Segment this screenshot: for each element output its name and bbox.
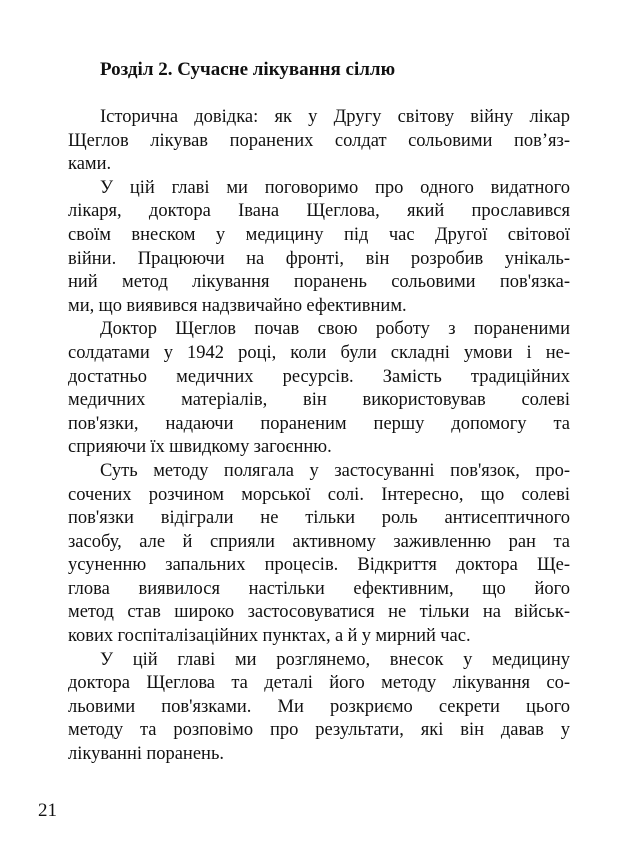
text-line: Доктор Щеглов почав свою роботу з пораненими <box>100 319 570 340</box>
text-line: усуненню запальних процесів. Відкриття доктора Ще- <box>68 555 570 576</box>
paragraph <box>68 177 570 319</box>
text-line: доктора Щеглова та деталі його методу лікування со- <box>68 673 570 694</box>
text-line: ками. <box>68 154 112 175</box>
paragraph <box>68 106 570 177</box>
text-line: достатньо медичних ресурсів. Замість традиційних <box>68 366 570 387</box>
text-line: Історична довідка: як у Другу світову війну лікар <box>100 107 570 127</box>
text-line: лікуванні поранень. <box>68 744 225 765</box>
text-line: солдатами у 1942 році, коли були складні умови і не- <box>68 342 570 363</box>
chapter-body <box>68 106 570 767</box>
text-line: своїм внеском у медицину під час Другої світової <box>68 224 570 245</box>
paragraph <box>68 649 570 767</box>
text-line: метод став широко застосовуватися не тільки на військ- <box>68 602 570 623</box>
text-line: пов'язки, надаючи пораненим першу допомогу та <box>68 413 570 434</box>
paragraph <box>68 318 570 460</box>
text-line: засобу, але й сприяли активному заживленню ран та <box>68 531 570 552</box>
text-line: війни. Працюючи на фронті, він розробив унікаль- <box>68 248 570 269</box>
text-line: лікаря, доктора Івана Щеглова, який прославився <box>68 201 570 222</box>
text-line: медичних матеріалів, він використовував солеві <box>68 390 570 411</box>
text-line: глова виявилося настільки ефективним, що його <box>68 578 570 599</box>
text-line: кових госпіталізаційних пунктах, а й у мирний час. <box>68 626 471 647</box>
text-line: ний метод лікування поранень сольовими пов'язка- <box>68 272 570 293</box>
chapter-heading: Розділ 2. Сучасне лікування сіллю <box>100 59 396 80</box>
text-line: методу та розповімо про результати, які він давав у <box>68 720 570 741</box>
text-line: пов'язки відіграли не тільки роль антисептичного <box>68 508 570 529</box>
text-line: сприяючи їх швидкому загоєнню. <box>68 437 332 458</box>
text-line: У цій главі ми поговоримо про одного видатного <box>100 177 570 198</box>
text-line: У цій главі ми розглянемо, внесок у медицину <box>100 649 570 670</box>
text-line: сочених розчином морської солі. Інтересно, що солеві <box>68 484 570 505</box>
paragraph <box>68 460 570 649</box>
text-line: Щеглов лікував поранених солдат сольовими пов’яз- <box>68 130 570 151</box>
page-number: 21 <box>38 800 57 821</box>
text-line: Суть методу полягала у застосуванні пов'язок, про- <box>100 460 570 481</box>
text-line: ми, що виявився надзвичайно ефективним. <box>68 295 407 316</box>
text-line: льовими пов'язками. Ми розкриємо секрети цього <box>68 696 570 717</box>
